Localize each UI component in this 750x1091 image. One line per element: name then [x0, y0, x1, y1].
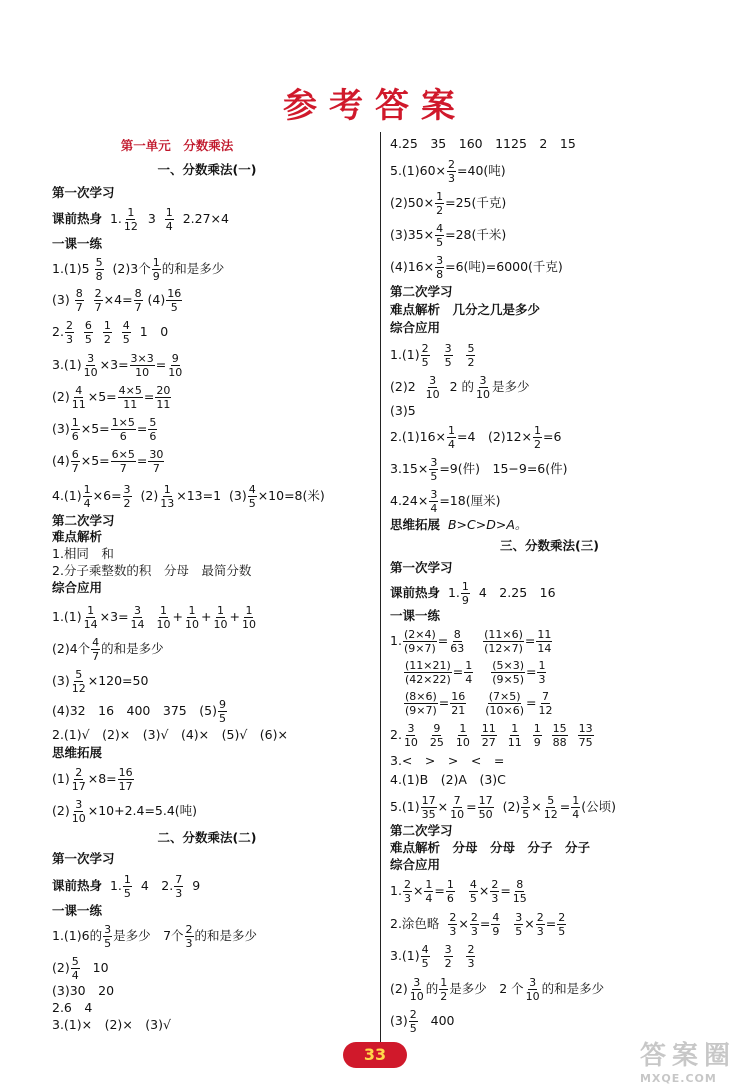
apply-label: 综合应用 [390, 857, 441, 872]
answer-line: 1.(1)5 $\frac{5}{8}$ (2)3个 $\frac{1}{9}$ 的和是多少 [52, 256, 225, 283]
difficulty-label: 难点解析 几分之几是多少 [390, 302, 541, 317]
study-label: 第一次学习 [390, 560, 453, 575]
answer-line: (2) $\frac{5}{4}$ 10 [52, 955, 109, 982]
unit-heading: 第一单元 分数乘法 [120, 138, 234, 153]
answer-line: 3.(1)× (2)× (3)√ [52, 1017, 171, 1032]
answer-line: (3) $\frac{2}{5}$ 400 [390, 1008, 455, 1035]
answer-line: (1) $\frac{2}{17}$ ×8= $\frac{16}{17}$ [52, 766, 133, 793]
answer-line: 课前热身 1. $\frac{1}{5}$ 4 2. $\frac{7}{3}$ 9 [52, 873, 201, 900]
apply-label: 综合应用 [52, 580, 103, 595]
study-label: 第二次学习 [390, 284, 453, 299]
answer-line: 2.6 4 [52, 1000, 93, 1015]
page-number-badge: 33 [343, 1042, 407, 1068]
answer-line: (2)2 $\frac{3}{10}$ 2 的 $\frac{3}{10}$ 是多少 [390, 374, 530, 401]
section-heading-2: 二、分数乘法(二) [157, 830, 257, 845]
watermark-logo: 答案圈 MXQE.COM [639, 1041, 736, 1085]
answer-line: 3.15× $\frac{3}{5}$ =9(件) 15−9=6(件) [390, 456, 568, 483]
answer-line: 2. $\frac{3}{10}$ $\frac{9}{25}$ $\frac{1}{10}$ $\frac{11}{27}$ $\frac{1}{11}$ $\frac{1}{9}$ $\frac{15}{88}$ $\frac{13}{75}$ [390, 722, 593, 749]
answer-line: $\frac{(11\times 21)}{(42\times 22)}$ = $\frac{1}{4}$ $\frac{(5\times 3)}{(9\times 5)}$ = $\frac{1}{3}$ [405, 659, 546, 686]
answer-line: 1. $\frac{2}{3}$ × $\frac{1}{4}$ = $\frac{1}{6}$ $\frac{4}{5}$ × $\frac{2}{3}$ = $\frac{8}{15}$ [390, 878, 527, 905]
answer-line: (3)5 [390, 403, 416, 418]
section-heading-3: 三、分数乘法(三) [500, 538, 599, 553]
answer-line: (3)35× $\frac{4}{5}$ =28(千米) [390, 222, 507, 249]
answer-line: 2.涂色略 $\frac{2}{3}$ × $\frac{2}{3}$ = $\frac{4}{9}$ $\frac{3}{5}$ × $\frac{2}{3}$ = $\frac{2}{5}$ [390, 911, 566, 938]
answer-line: 4.(1) $\frac{1}{4}$ ×6= $\frac{3}{2}$ (2) $\frac{1}{13}$ ×13=1 (3) $\frac{4}{5}$ ×10=8(米) [52, 483, 325, 510]
answer-line: 课前热身 1. $\frac{1}{9}$ 4 2.25 16 [390, 580, 556, 607]
answer-line: 3.(1) $\frac{4}{5}$ $\frac{3}{2}$ $\frac{2}{3}$ [390, 943, 475, 970]
answer-line: (3)30 20 [52, 983, 115, 998]
practice-label: 一课一练 [52, 903, 103, 918]
column-divider [380, 132, 381, 1044]
section-heading-1: 一、分数乘法(一) [157, 162, 257, 177]
answer-line: 4.(1)B (2)A (3)C [390, 772, 506, 787]
answer-line: 1. $\frac{(2\times 4)}{(9\times 7)}$ = $\frac{8}{63}$ $\frac{(11\times 6)}{(12\times 7)}$ = $\frac{11}{14}$ [390, 628, 552, 655]
answer-line: 2. $\frac{2}{3}$ $\frac{6}{5}$ $\frac{1}{2}$ $\frac{4}{5}$ 1 0 [52, 319, 169, 346]
answer-line: (2)4个 $\frac{4}{7}$ 的和是多少 [52, 636, 164, 663]
answer-line: 1.(1) $\frac{2}{5}$ $\frac{3}{5}$ $\frac{5}{2}$ [390, 342, 475, 369]
page-title: 参考答案 [283, 86, 467, 126]
answer-line: (4)16× $\frac{3}{8}$ =6(吨)=6000(千克) [390, 254, 563, 281]
difficulty-label: 难点解析 [52, 529, 103, 544]
answer-line: 思维拓展 B>C>D>A。 [390, 517, 528, 532]
answer-line: 1.相同 和 [52, 546, 114, 561]
answer-line: 3.(1) $\frac{3}{10}$ ×3= $\frac{3\times 3}{10}$ = $\frac{9}{10}$ [52, 352, 183, 379]
study-label: 第一次学习 [52, 851, 115, 866]
answer-line: 4.24× $\frac{3}{4}$ =18(厘米) [390, 488, 501, 515]
answer-line: 2.分子乘整数的积 分母 最简分数 [52, 563, 252, 578]
answer-line: (2)50× $\frac{1}{2}$ =25(千克) [390, 190, 507, 217]
study-label: 第二次学习 [390, 823, 453, 838]
study-label: 第一次学习 [52, 185, 115, 200]
answer-line: (3) $\frac{1}{6}$ ×5= $\frac{1\times 5}{6}$ = $\frac{5}{6}$ [52, 416, 157, 443]
answer-line: (4)32 16 400 375 (5) $\frac{9}{5}$ [52, 698, 226, 725]
answer-line: 5.(1) $\frac{17}{35}$ × $\frac{7}{10}$ = $\frac{17}{50}$ (2) $\frac{3}{5}$ × $\frac{5}{12}$ = $\frac{1}{4}$ (公顷) [390, 794, 617, 821]
answer-line: 2.(1)√ (2)× (3)√ (4)× (5)√ (6)× [52, 727, 288, 742]
answer-line: 1.(1)6的 $\frac{3}{5}$ 是多少 7个 $\frac{2}{3}$ 的和是多少 [52, 923, 258, 950]
answer-line: (2) $\frac{4}{11}$ ×5= $\frac{4\times 5}{11}$ = $\frac{20}{11}$ [52, 384, 171, 411]
answer-line: (2) $\frac{3}{10}$ ×10+2.4=5.4(吨) [52, 798, 198, 825]
answer-line: 1.(1) $\frac{1}{14}$ ×3= $\frac{3}{14}$ $\frac{1}{10}$ + $\frac{1}{10}$ + $\frac{1}{10}$ + $\frac{1}{10}$ [52, 604, 256, 631]
answer-line: (4) $\frac{6}{7}$ ×5= $\frac{6\times 5}{7}$ = $\frac{30}{7}$ [52, 448, 164, 475]
answer-line: 5.(1)60× $\frac{2}{3}$ =40(吨) [390, 158, 506, 185]
apply-label: 综合应用 [390, 320, 441, 335]
answer-line: (3) $\frac{8}{7}$ $\frac{2}{7}$ ×4= $\frac{8}{7}$ (4) $\frac{16}{5}$ [52, 287, 182, 314]
think-label: 思维拓展 [52, 745, 103, 760]
answer-line: 3.< > > < = [390, 753, 505, 768]
answer-line: 2.(1)16× $\frac{1}{4}$ =4 (2)12× $\frac{1}{2}$ =6 [390, 424, 562, 451]
answer-line: 4.25 35 160 1125 2 15 [390, 136, 576, 151]
answer-line: 课前热身 1. $\frac{1}{12}$ 3 $\frac{1}{4}$ 2.27×4 [52, 206, 229, 233]
difficulty-label: 难点解析 分母 分母 分子 分子 [390, 840, 591, 855]
answer-line: (3) $\frac{5}{12}$ ×120=50 [52, 668, 149, 695]
study-label: 第二次学习 [52, 513, 115, 528]
practice-label: 一课一练 [390, 608, 441, 623]
answer-line: $\frac{(8\times 6)}{(9\times 7)}$ = $\frac{16}{21}$ $\frac{(7\times 5)}{(10\times 6)}$ = $\frac{7}{12}$ [405, 690, 553, 717]
answer-line: (2) $\frac{3}{10}$ 的 $\frac{1}{2}$ 是多少 2 个 $\frac{3}{10}$ 的和是多少 [390, 976, 605, 1003]
practice-label: 一课一练 [52, 236, 103, 251]
